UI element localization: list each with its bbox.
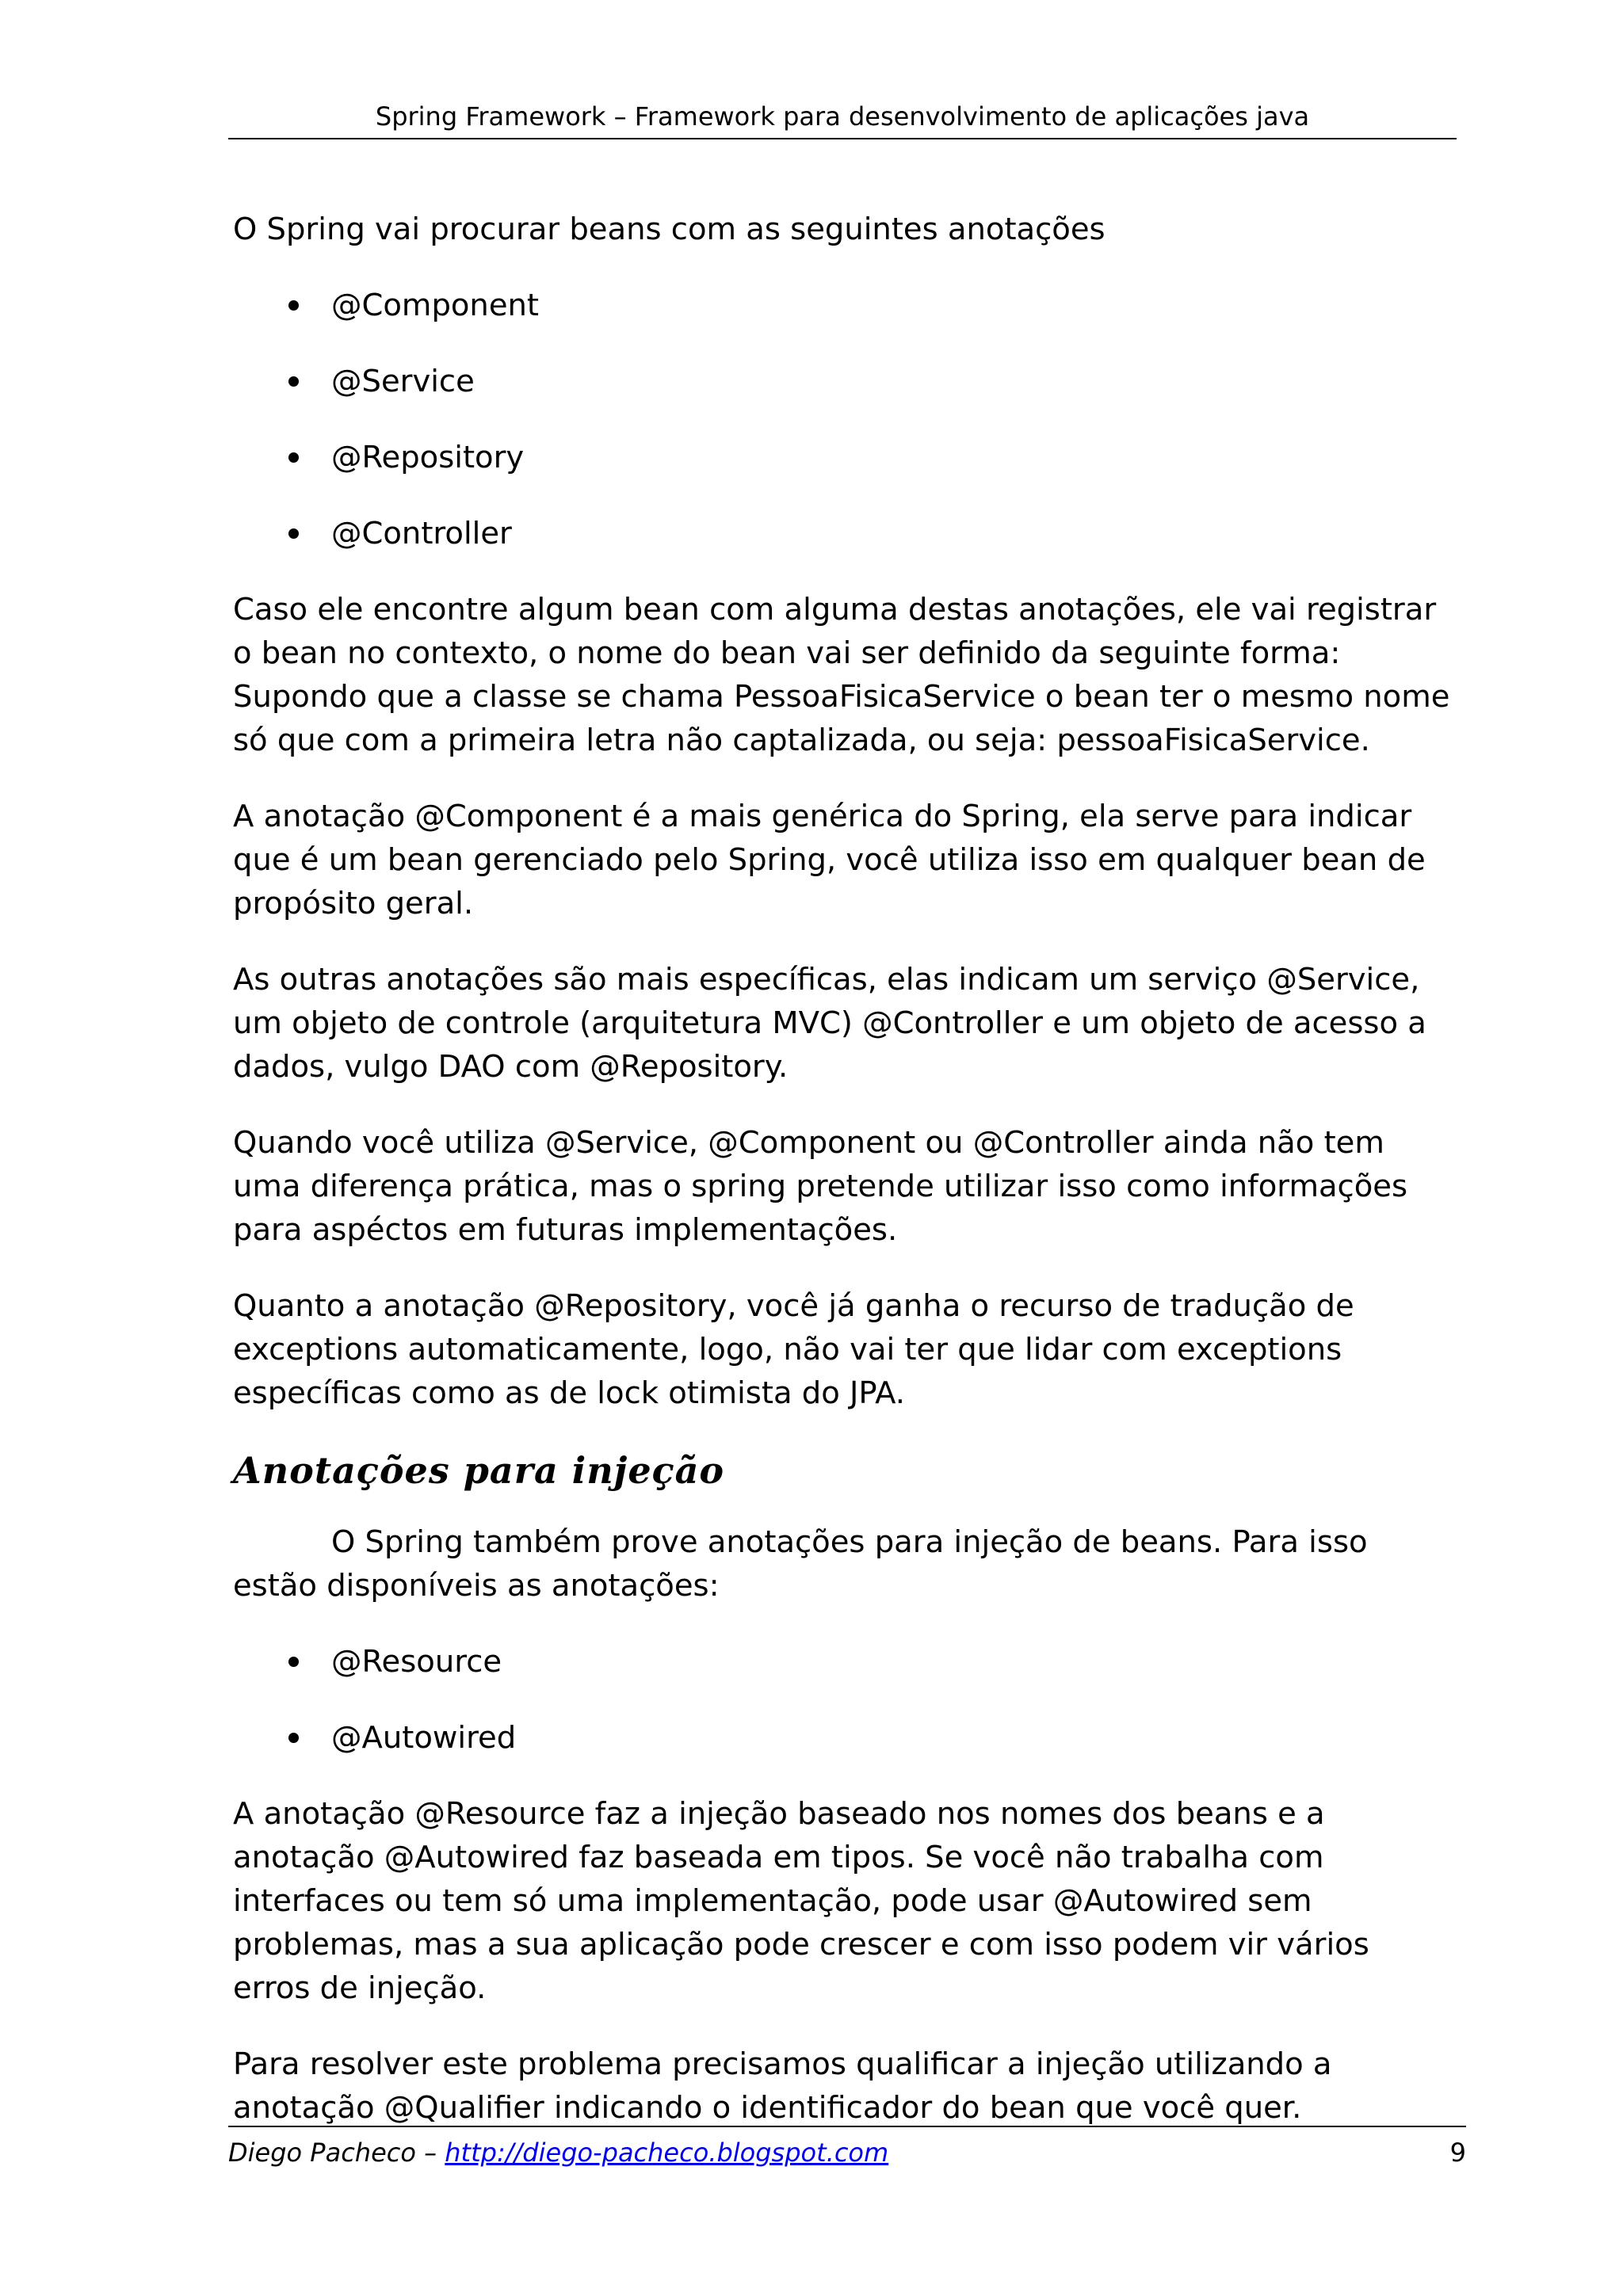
list-item <box>233 360 1453 403</box>
body-paragraph: A anotação @Component é a mais genérica do Spring, ela serve para indicar que é um bean gerenciado pelo Spring, você utiliza isso em qualquer bean de propósito geral. <box>233 799 1426 921</box>
page-header <box>228 95 1457 139</box>
page-number: 9 <box>1449 2138 1466 2168</box>
body-paragraph: Para resolver este problema precisamos qualificar a injeção utilizando a anotação @Qualifier indicando o identificador do bean que você quer. <box>233 2046 1332 2126</box>
header-title: Spring Framework – Framework para desenvolvimento de aplicações java <box>375 101 1310 132</box>
list-item-text: @Resource <box>331 1644 502 1680</box>
body-paragraph: As outras anotações são mais específicas, elas indicam um serviço @Service, um objeto de controle (arquitetura MVC) @Controller e um objeto de acesso a dados, vulgo DAO com @Repository. <box>233 962 1426 1085</box>
bullet-icon <box>288 376 299 387</box>
list-item-text: @Service <box>331 364 475 399</box>
page-content <box>233 208 1453 2162</box>
body-paragraph: Quanto a anotação @Repository, você já ganha o recurso de tradução de exceptions automaticamente, logo, não vai ter que lidar com exceptions específicas como as de lock otimista do JPA. <box>233 1288 1354 1411</box>
list-item-text: @Autowired <box>331 1720 517 1756</box>
annotations-list <box>233 284 1453 555</box>
list-item <box>233 284 1453 327</box>
body-paragraph: Quando você utiliza @Service, @Component ou @Controller ainda não tem uma diferença prática, mas o spring pretende utilizar isso como informações para aspéctos em futuras implementações. <box>233 1125 1408 1248</box>
body-paragraph: Caso ele encontre algum bean com alguma destas anotações, ele vai registrar o bean no contexto, o nome do bean vai ser definido da seguinte forma: Supondo que a classe se chama PessoaFisicaService o bean ter o mesmo nome só que com a primeira letra não captalizada, ou seja: pessoaFisicaService. <box>233 592 1450 758</box>
page-footer <box>228 2126 1466 2175</box>
list-item-text: @Controller <box>331 516 512 551</box>
intro-paragraph: O Spring vai procurar beans com as seguintes anotações <box>233 212 1106 247</box>
section-heading: Anotações para injeção <box>233 1449 725 1492</box>
bullet-icon <box>288 452 299 463</box>
footer-author: Diego Pacheco – <box>228 2138 445 2168</box>
body-paragraph: A anotação @Resource faz a injeção baseado nos nomes dos beans e a anotação @Autowired faz baseada em tipos. Se você não trabalha com interfaces ou tem só uma implementação, pode usar @Autowired sem problemas, mas a sua aplicação pode crescer e com isso podem vir vários erros de injeção. <box>233 1796 1369 2006</box>
bullet-icon <box>288 528 299 539</box>
blog-link[interactable]: http://diego-pacheco.blogspot.com <box>445 2138 889 2168</box>
list-item <box>233 1640 1453 1684</box>
injection-annotations-list <box>233 1640 1453 1760</box>
list-item <box>233 1716 1453 1760</box>
list-item <box>233 436 1453 479</box>
bullet-icon <box>288 1657 299 1667</box>
list-item <box>233 512 1453 555</box>
injection-intro-paragraph: O Spring também prove anotações para injeção de beans. Para isso estão disponíveis as anotações: <box>233 1524 1368 1604</box>
bullet-icon <box>288 300 299 311</box>
list-item-text: @Repository <box>331 440 525 475</box>
bullet-icon <box>288 1733 299 1743</box>
list-item-text: @Component <box>331 288 540 323</box>
